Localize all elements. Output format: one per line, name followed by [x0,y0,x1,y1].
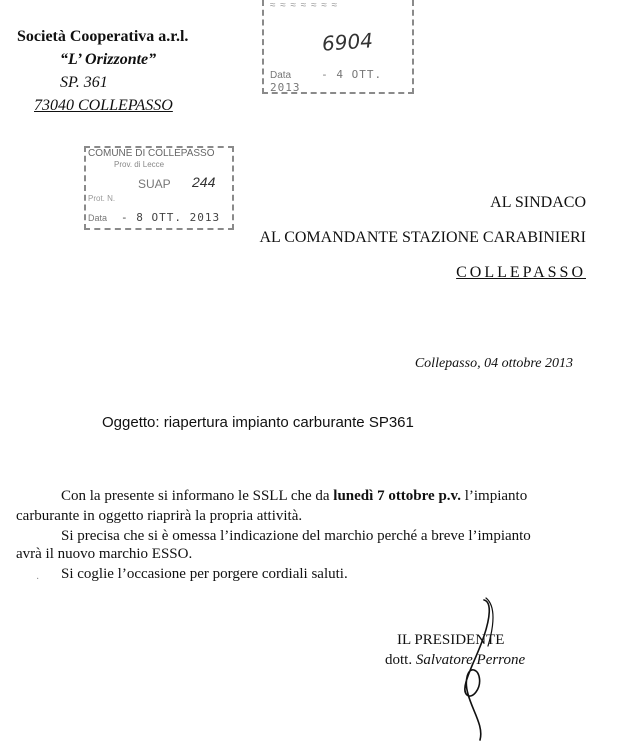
stamp-office-number: 244 [192,174,216,190]
stamp-province: Prov. di Lecce [114,160,165,169]
signatory-title: dott. [385,652,413,668]
stamp-top-number: 6904 [321,28,374,56]
place-date: Collepasso, 04 ottobre 2013 [414,356,573,371]
stamp-mid-date-label: Data [88,213,108,223]
municipal-stamp [84,146,234,230]
protocol-stamp-top [262,0,414,94]
sender-road: SP. 361 [60,74,108,91]
body-text: Con la presente si informano le SSLL che da [61,488,334,504]
stamp-top-header: ≈ ≈ ≈ ≈ ≈ ≈ ≈ [270,0,339,11]
stamp-office: SUAP [138,177,171,191]
sender-subname: “L’ Orizzonte” [60,51,157,68]
stamp-top-date-label: Data [270,70,292,81]
sender-city: 73040 COLLEPASSO [34,97,173,114]
signatory-role: IL PRESIDENTE [397,632,505,648]
recipient-mayor: AL SINDACO [490,194,586,211]
signatory-name: Salvatore Perrone [415,652,526,668]
body-paragraph-3: Si coglie l’occasione per porgere cordiali saluti. [61,566,348,582]
body-date-highlight: lunedì 7 ottobre p.v. [333,488,461,504]
recipient-carabinieri: AL COMANDANTE STAZIONE CARABINIERI [259,229,586,246]
sender-name: Società Cooperativa a.r.l. [17,28,189,45]
body-paragraph-1-line-2: carburante in oggetto riaprirà la propria attività. [16,508,303,524]
stamp-mid-date-row [88,211,220,224]
subject-line: Oggetto: riapertura impianto carburante SP361 [102,414,414,431]
handwritten-signature [440,596,520,744]
recipient-city: COLLEPASSO [456,264,586,281]
body-paragraph-2-line-2: avrà il nuovo marchio ESSO. [16,546,193,562]
stamp-prot-label: Prot. N. [88,194,116,203]
margin-mark: · [36,574,40,585]
body-paragraph-1-line-1 [61,488,527,505]
body-paragraph-2-line-1: Si precisa che si è omessa l’indicazione del marchio perché a breve l’impianto [61,528,531,544]
stamp-top-date-row [270,68,414,94]
stamp-mid-date: - 8 OTT. 2013 [121,211,221,224]
stamp-top-date: - 4 OTT. 2013 [270,68,383,94]
stamp-municipality: COMUNE DI COLLEPASSO [88,148,215,159]
body-text: l’impianto [460,488,528,504]
